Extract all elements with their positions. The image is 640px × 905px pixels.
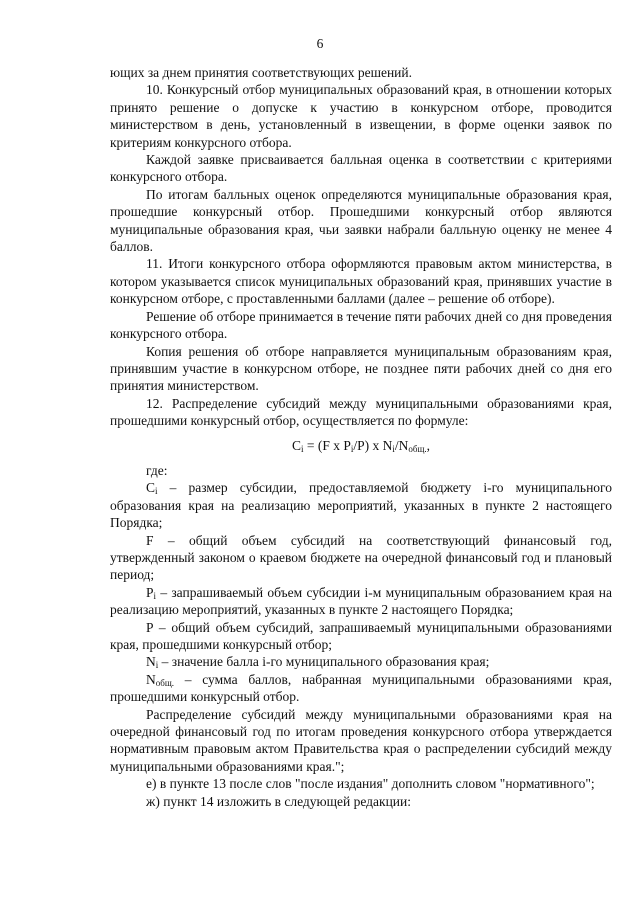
paragraph-results: По итогам балльных оценок определяются муниципальные образования края, прошедшие конкурсный отбор. Прошедшими конкурсный отбор являются муниципальные образования края, чьи заявки набрали балльную оценку не менее 4 баллов. [110,186,612,255]
definition-ci: $C_i$ – размер субсидии, предоставляемой бюджету i-го муниципального образования края на реализацию мероприятий, указанных в пункте 2 настоящего Порядка; [110,480,612,531]
distribution-formula: $C_i = (F$ x $P_i/P$) x $N_i/N_{общ.}$, [291,437,431,454]
definition-f: F – общий объем субсидий на соответствующий финансовый год, утвержденный законом о краевом бюджете на очередной финансовый год и плановый период; [110,532,612,583]
paragraph-distribution-approval: Распределение субсидий между муниципальными образованиями края на очередной финансовый год по итогам проведения конкурсного отбора утверждается нормативным правовым актом Правительства края о распределении субсидий между муниципальными образованиями края."; [110,706,612,774]
paragraph-decision: Решение об отборе принимается в течение пяти рабочих дней со дня проведения конкурсного отбора. [110,308,612,342]
paragraph-amend-item-13: е) в пункте 13 после слов "после издания" дополнить словом "нормативного"; [146,776,595,792]
definition-n-total: $N_{общ.}$ – сумма баллов, набранная муниципальными образованиями края, прошедшими конкурсный отбор. [110,671,612,705]
page-number: 6 [316,36,324,51]
definition-ni: $N_i$ – значение балла i-го муниципального образования края; [146,654,490,671]
definition-p: P – общий объем субсидий, запрашиваемый муниципальными образованиями края, прошедшими конкурсный отбор; [110,619,612,652]
paragraph-where: где: [146,462,168,478]
paragraph-continuation: ющих за днем принятия соответствующих решений. [110,65,413,80]
paragraph-decision-copy: Копия решения об отборе направляется муниципальным образованиям края, принявшим участие в конкурсном отборе, не позднее пяти рабочих дней со дня его принятия министерством. [110,343,612,394]
definition-pi: $P_i$ – запрашиваемый объем субсидии i-м муниципальным образованием края на реализацию мероприятий, указанных в пункте 2 настоящего Порядка; [110,584,612,618]
paragraph-amend-item-14: ж) пункт 14 изложить в следующей редакции: [146,793,412,809]
document-body [110,64,612,810]
paragraph-scoring: Каждой заявке присваивается балльная оценка в соответствии с критериями конкурсного отбора. [110,152,612,185]
paragraph-item-12: 12. Распределение субсидий между муниципальными образованиями края, прошедшими конкурсный отбор, осуществляется по формуле: [110,395,612,429]
paragraph-item-10: 10. Конкурсный отбор муниципальных образований края, в отношении которых принято решение о допуске к участию в конкурсном отборе, проводится министерством в день, установленный в извещении, в форме оценки заявок по критериям конкурсного отбора. [110,82,612,150]
paragraph-item-11: 11. Итоги конкурсного отбора оформляются правовым актом министерства, в котором указывается список муниципальных образований края, принявших участие в конкурсном отборе, с проставленными баллами (далее – решение об отборе). [110,256,612,307]
